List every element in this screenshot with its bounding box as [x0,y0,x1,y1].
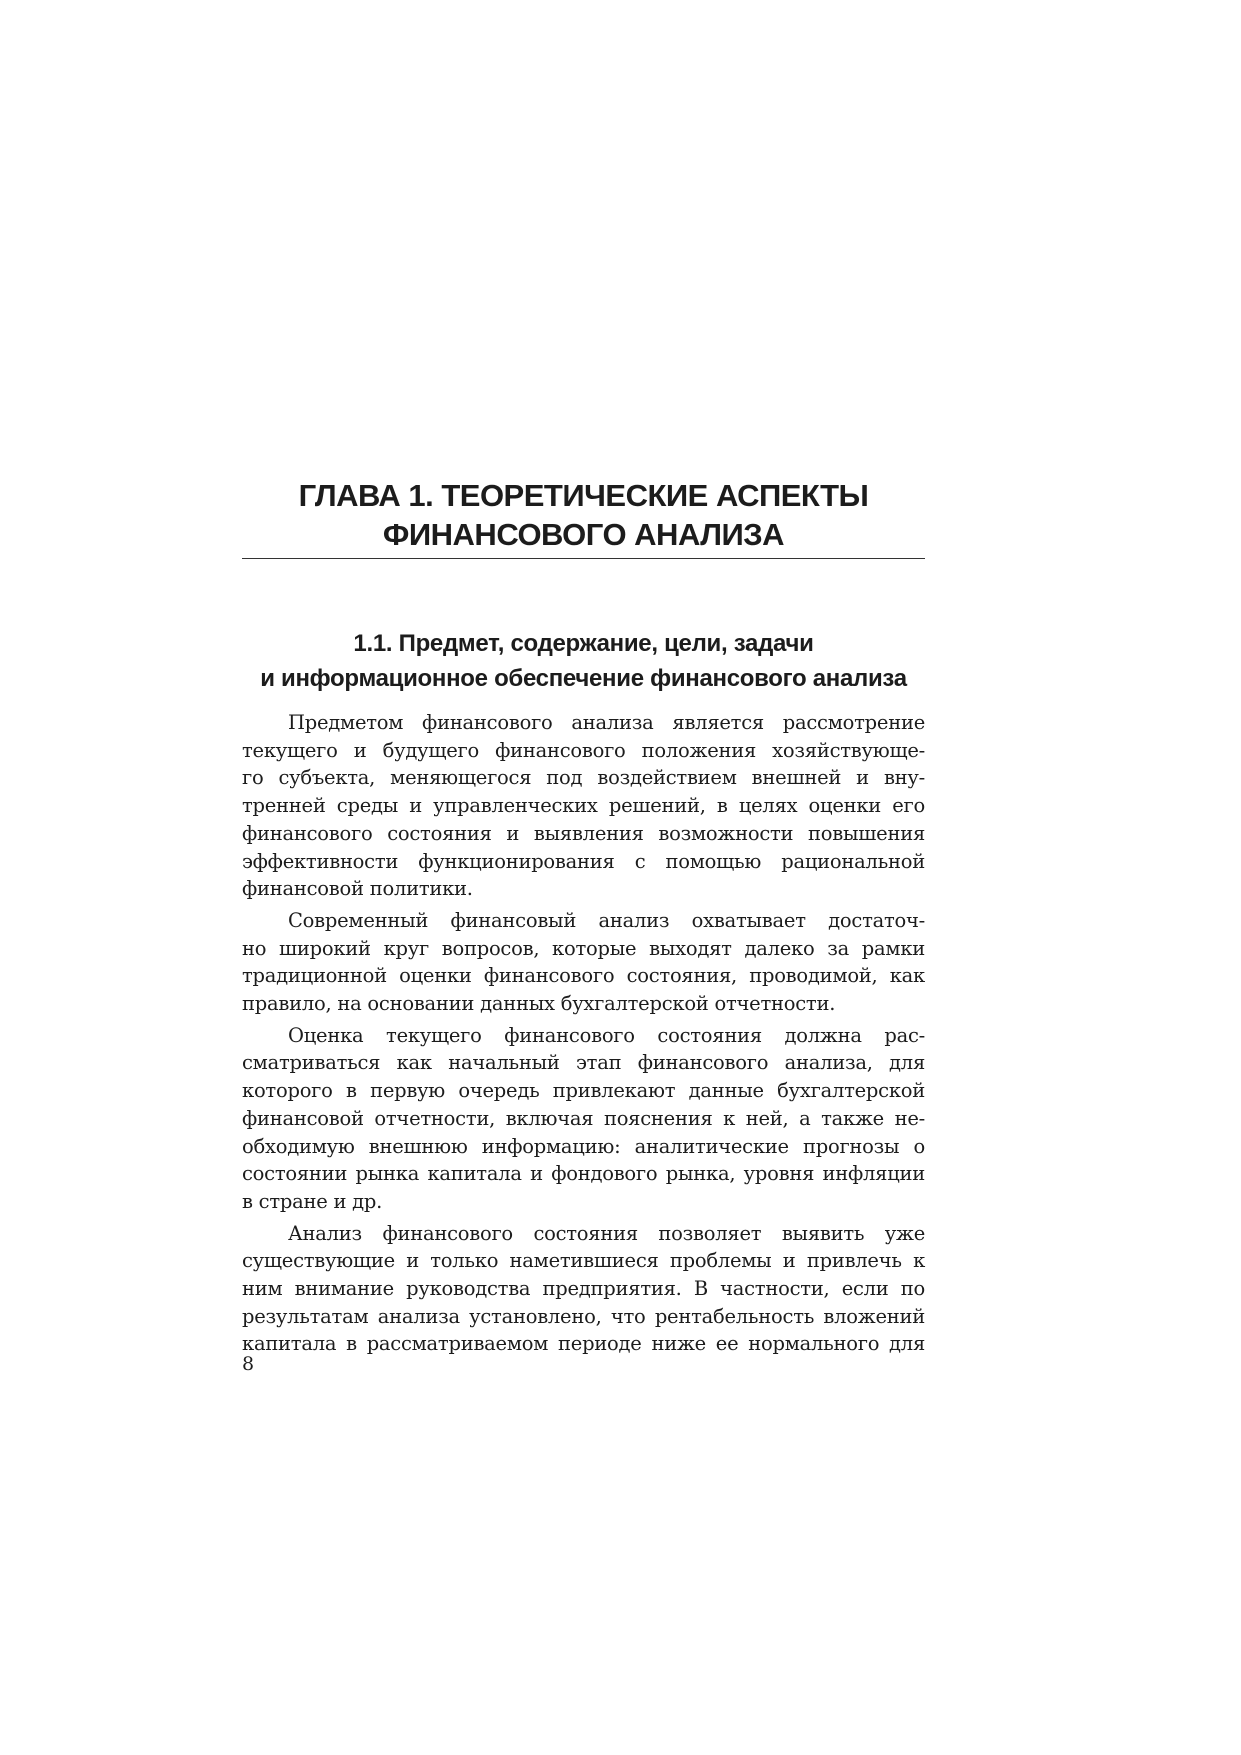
section-title-line: 1.1. Предмет, содержание, цели, задачи [353,630,814,657]
text-line: финансовой отчетности, включая пояснения к ней, а также не- [242,1106,925,1130]
text-line: ним внимание руководства предприятия. В частности, если по [242,1277,925,1301]
section-title [242,626,925,696]
text-line: капитала в рассматриваемом периоде ниже ее нормального для [242,1332,925,1356]
paragraph [242,1022,925,1216]
text-line: но широкий круг вопросов, которые выходят далеко за рамки [242,936,925,960]
text-line: состоянии рынка капитала и фондового рынка, уровня инфляции [242,1162,925,1186]
text-line: традиционной оценки финансового состояния, проводимой, как [242,964,925,988]
page-number: 8 [242,1353,255,1375]
book-page [242,0,925,1755]
section-title-line: и информационное обеспечение финансового анализа [260,665,907,692]
chapter-title-line: ФИНАНСОВОГО АНАЛИЗА [382,517,785,552]
chapter-divider [242,558,925,559]
paragraph [242,907,925,1018]
text-line: обходимую внешнюю информацию: аналитические прогнозы о [242,1134,925,1158]
text-line: которого в первую очередь привлекают данные бухгалтерской [242,1079,925,1103]
text-line: существующие и только наметившиеся проблемы и привлечь к [242,1249,925,1273]
paragraph [242,709,925,903]
text-line: финансового состояния и выявления возможности повышения [242,821,925,845]
text-line: Оценка текущего финансового состояния должна рас- [288,1023,925,1047]
text-line: го субъекта, меняющегося под воздействием внешней и вну- [242,766,925,790]
text-line: Анализ финансового состояния позволяет выявить уже [288,1221,925,1245]
text-line: финансовой политики. [242,877,473,901]
text-line: Предметом финансового анализа является рассмотрение [288,711,925,734]
text-line: сматриваться как начальный этап финансового анализа, для [242,1051,925,1075]
text-line: в стране и др. [242,1189,383,1213]
paragraph [242,1220,925,1359]
text-line: тренней среды и управленческих решений, в целях оценки его [242,794,925,818]
text-line: эффективности функционирования с помощью рациональной [242,849,925,873]
text-line: текущего и будущего финансового положения хозяйствующе- [242,738,925,762]
text-line: Современный финансовый анализ охватывает достаточ- [288,908,925,932]
body-text [242,709,925,1362]
chapter-title [242,476,925,554]
chapter-title-line: ГЛАВА 1. ТЕОРЕТИЧЕСКИЕ АСПЕКТЫ [298,478,869,513]
text-line: результатам анализа установлено, что рентабельность вложений [242,1304,925,1328]
text-line: правило, на основании данных бухгалтерской отчетности. [242,992,836,1016]
